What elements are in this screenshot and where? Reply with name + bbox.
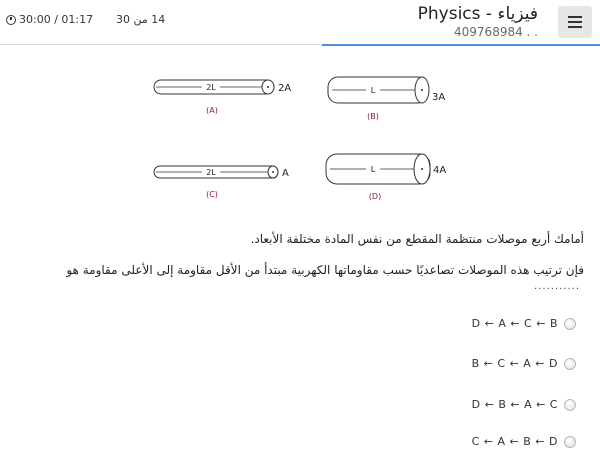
caption-d: (D) [368, 192, 382, 201]
option-label: D ← A ← C ← B [471, 317, 558, 330]
option-label: C ← A ← B ← D [471, 435, 558, 448]
answer-option-1[interactable] [472, 317, 576, 330]
option-label: D ← B ← A ← C [471, 398, 558, 411]
conductors-figure [140, 70, 480, 210]
menu-icon-line [568, 21, 582, 23]
progress-bar [322, 44, 600, 46]
answer-blank: ........... [534, 281, 580, 292]
menu-icon-line [568, 26, 582, 28]
question-text-2: فإن ترتيب هذه الموصلات تصاعديًا حسب مقاوماتها الكهربية مبتدأ من الأقل مقاومة إلى الأعلى مقاومة هو [66, 263, 584, 277]
radio-button[interactable] [564, 399, 576, 411]
top-bar [0, 0, 600, 45]
caption-b: (B) [367, 112, 379, 121]
conductor-d [326, 154, 446, 201]
area-label-d: 4A [433, 165, 447, 176]
answer-option-3[interactable] [472, 398, 576, 411]
radio-button[interactable] [564, 436, 576, 448]
option-label: B ← C ← A ← D [471, 357, 558, 370]
radio-button[interactable] [564, 318, 576, 330]
caption-c: (C) [206, 190, 218, 199]
question-text-1: أمامك أربع موصلات منتظمة المقطع من نفس المادة مختلفة الأبعاد. [250, 232, 584, 246]
question-counter: 14 من 30 [116, 13, 166, 26]
conductor-b [328, 77, 445, 121]
clock-icon [6, 15, 16, 25]
menu-icon-line [568, 16, 582, 18]
length-label-b: L [370, 86, 376, 95]
area-label-c: A [282, 168, 289, 179]
answer-option-4[interactable] [472, 435, 576, 448]
menu-button[interactable] [558, 6, 592, 38]
caption-a: (A) [206, 106, 218, 115]
radio-button[interactable] [564, 358, 576, 370]
timer-text: 30:00 / 01:17 [19, 13, 94, 26]
exam-title: Physics - فيزياء [417, 4, 538, 24]
area-label-a: 2A [278, 83, 292, 94]
exam-code: 409768984 . . [454, 25, 538, 39]
conductors-diagram [140, 70, 480, 210]
length-label-d: L [370, 165, 376, 174]
timer [6, 13, 93, 26]
length-label-c: 2L [206, 168, 216, 177]
answer-option-2[interactable] [472, 357, 576, 370]
length-label-a: 2L [206, 83, 216, 92]
area-label-b: 3A [432, 92, 446, 103]
conductor-c [154, 166, 289, 199]
conductor-a [154, 80, 291, 115]
